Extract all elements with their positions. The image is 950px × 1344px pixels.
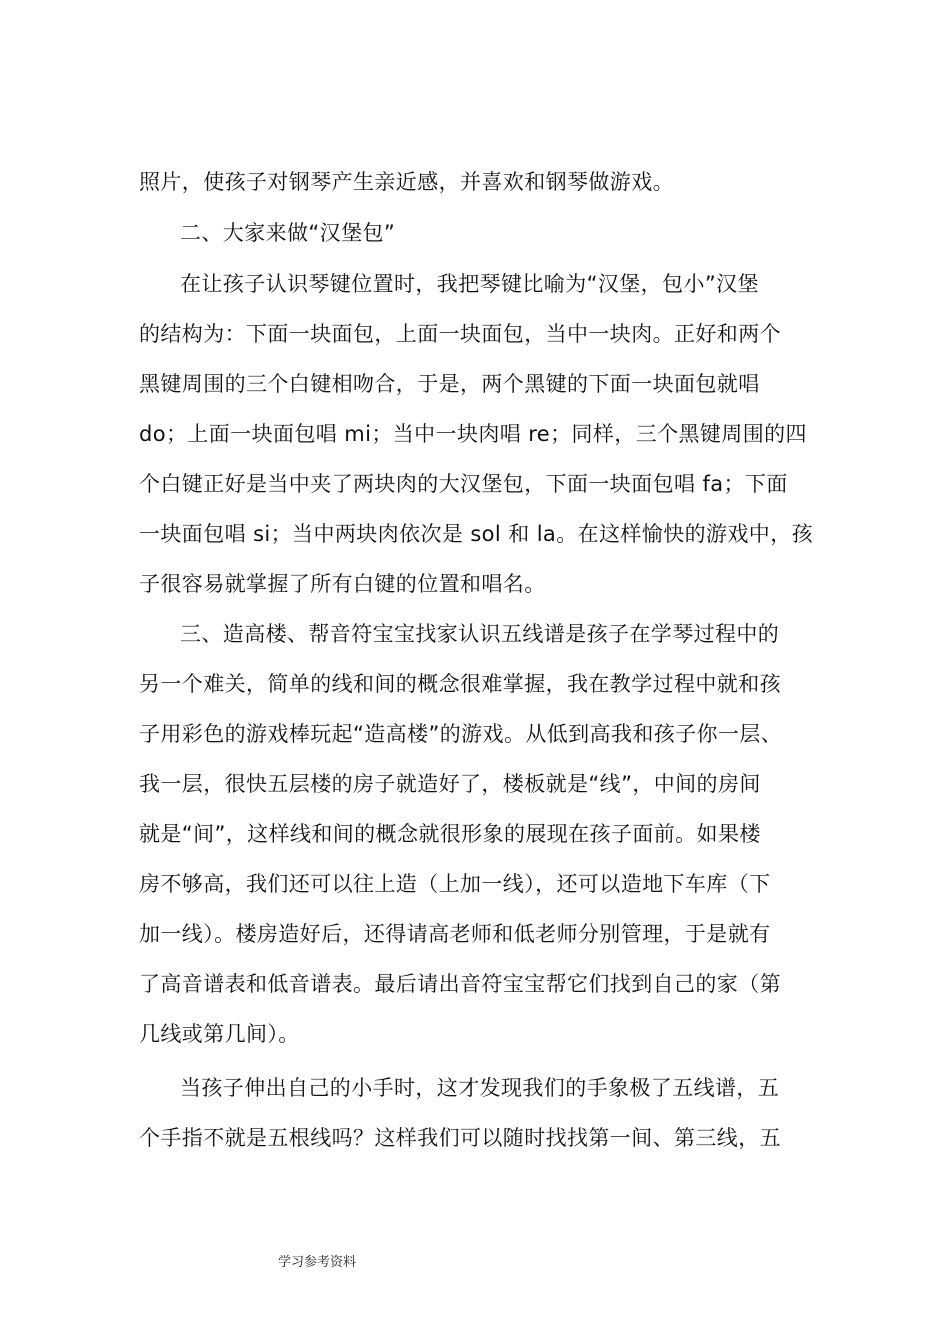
- text-line: 照片，使孩子对钢琴产生亲近感，并喜欢和钢琴做游戏。: [139, 170, 674, 194]
- text-line: 一块面包唱 si；当中两块肉依次是 sol 和 la。在这样愉快的游戏中，孩: [139, 522, 814, 546]
- text-line: 子很容易就掌握了所有白键的位置和唱名。: [139, 572, 546, 596]
- text-line: 在让孩子认识琴键位置时，我把琴键比喻为“汉堡，包小”汉堡: [180, 272, 759, 296]
- text-line: 的结构为：下面一块面包，上面一块面包，当中一块肉。正好和两个: [139, 322, 781, 346]
- section-heading: 三、造高楼、帮音符宝宝找家认识五线谱是孩子在学琴过程中的: [180, 622, 780, 646]
- text-line: 了高音谱表和低音谱表。最后请出音符宝宝帮它们找到自己的家（第: [139, 972, 781, 996]
- text-line: 个手指不就是五根线吗？这样我们可以随时找找第一间、第三线，五: [139, 1126, 781, 1150]
- text-line: 几线或第几间）。: [139, 1022, 300, 1046]
- text-line: do；上面一块面包唱 mi；当中一块肉唱 re；同样，三个黑键周围的四: [139, 422, 807, 446]
- text-line: 我一层，很快五层楼的房子就造好了，楼板就是“线”，中间的房间: [139, 772, 761, 796]
- text-line: 另一个难关，简单的线和间的概念很难掌握，我在教学过程中就和孩: [139, 672, 781, 696]
- text-line: 当孩子伸出自己的小手时，这才发现我们的手象极了五线谱，五: [180, 1076, 780, 1100]
- text-line: 个白键正好是当中夹了两块肉的大汉堡包，下面一块面包唱 fa；下面: [139, 472, 788, 496]
- text-line: 就是“间”，这样线和间的概念就很形象的展现在孩子面前。如果楼: [139, 822, 761, 846]
- text-line: 加一线）。楼房造好后，还得请高老师和低老师分别管理，于是就有: [139, 922, 771, 946]
- text-line: 房不够高，我们还可以往上造（上加一线），还可以造地下车库（下: [139, 872, 771, 896]
- text-line: 子用彩色的游戏棒玩起“造高楼”的游戏。从低到高我和孩子你一层、: [139, 722, 783, 746]
- text-line: 黑键周围的三个白键相吻合，于是，两个黑键的下面一块面包就唱: [139, 372, 760, 396]
- page-footer: 学习参考资料: [278, 1255, 357, 1270]
- section-heading: 二、大家来做“汉堡包”: [180, 221, 396, 245]
